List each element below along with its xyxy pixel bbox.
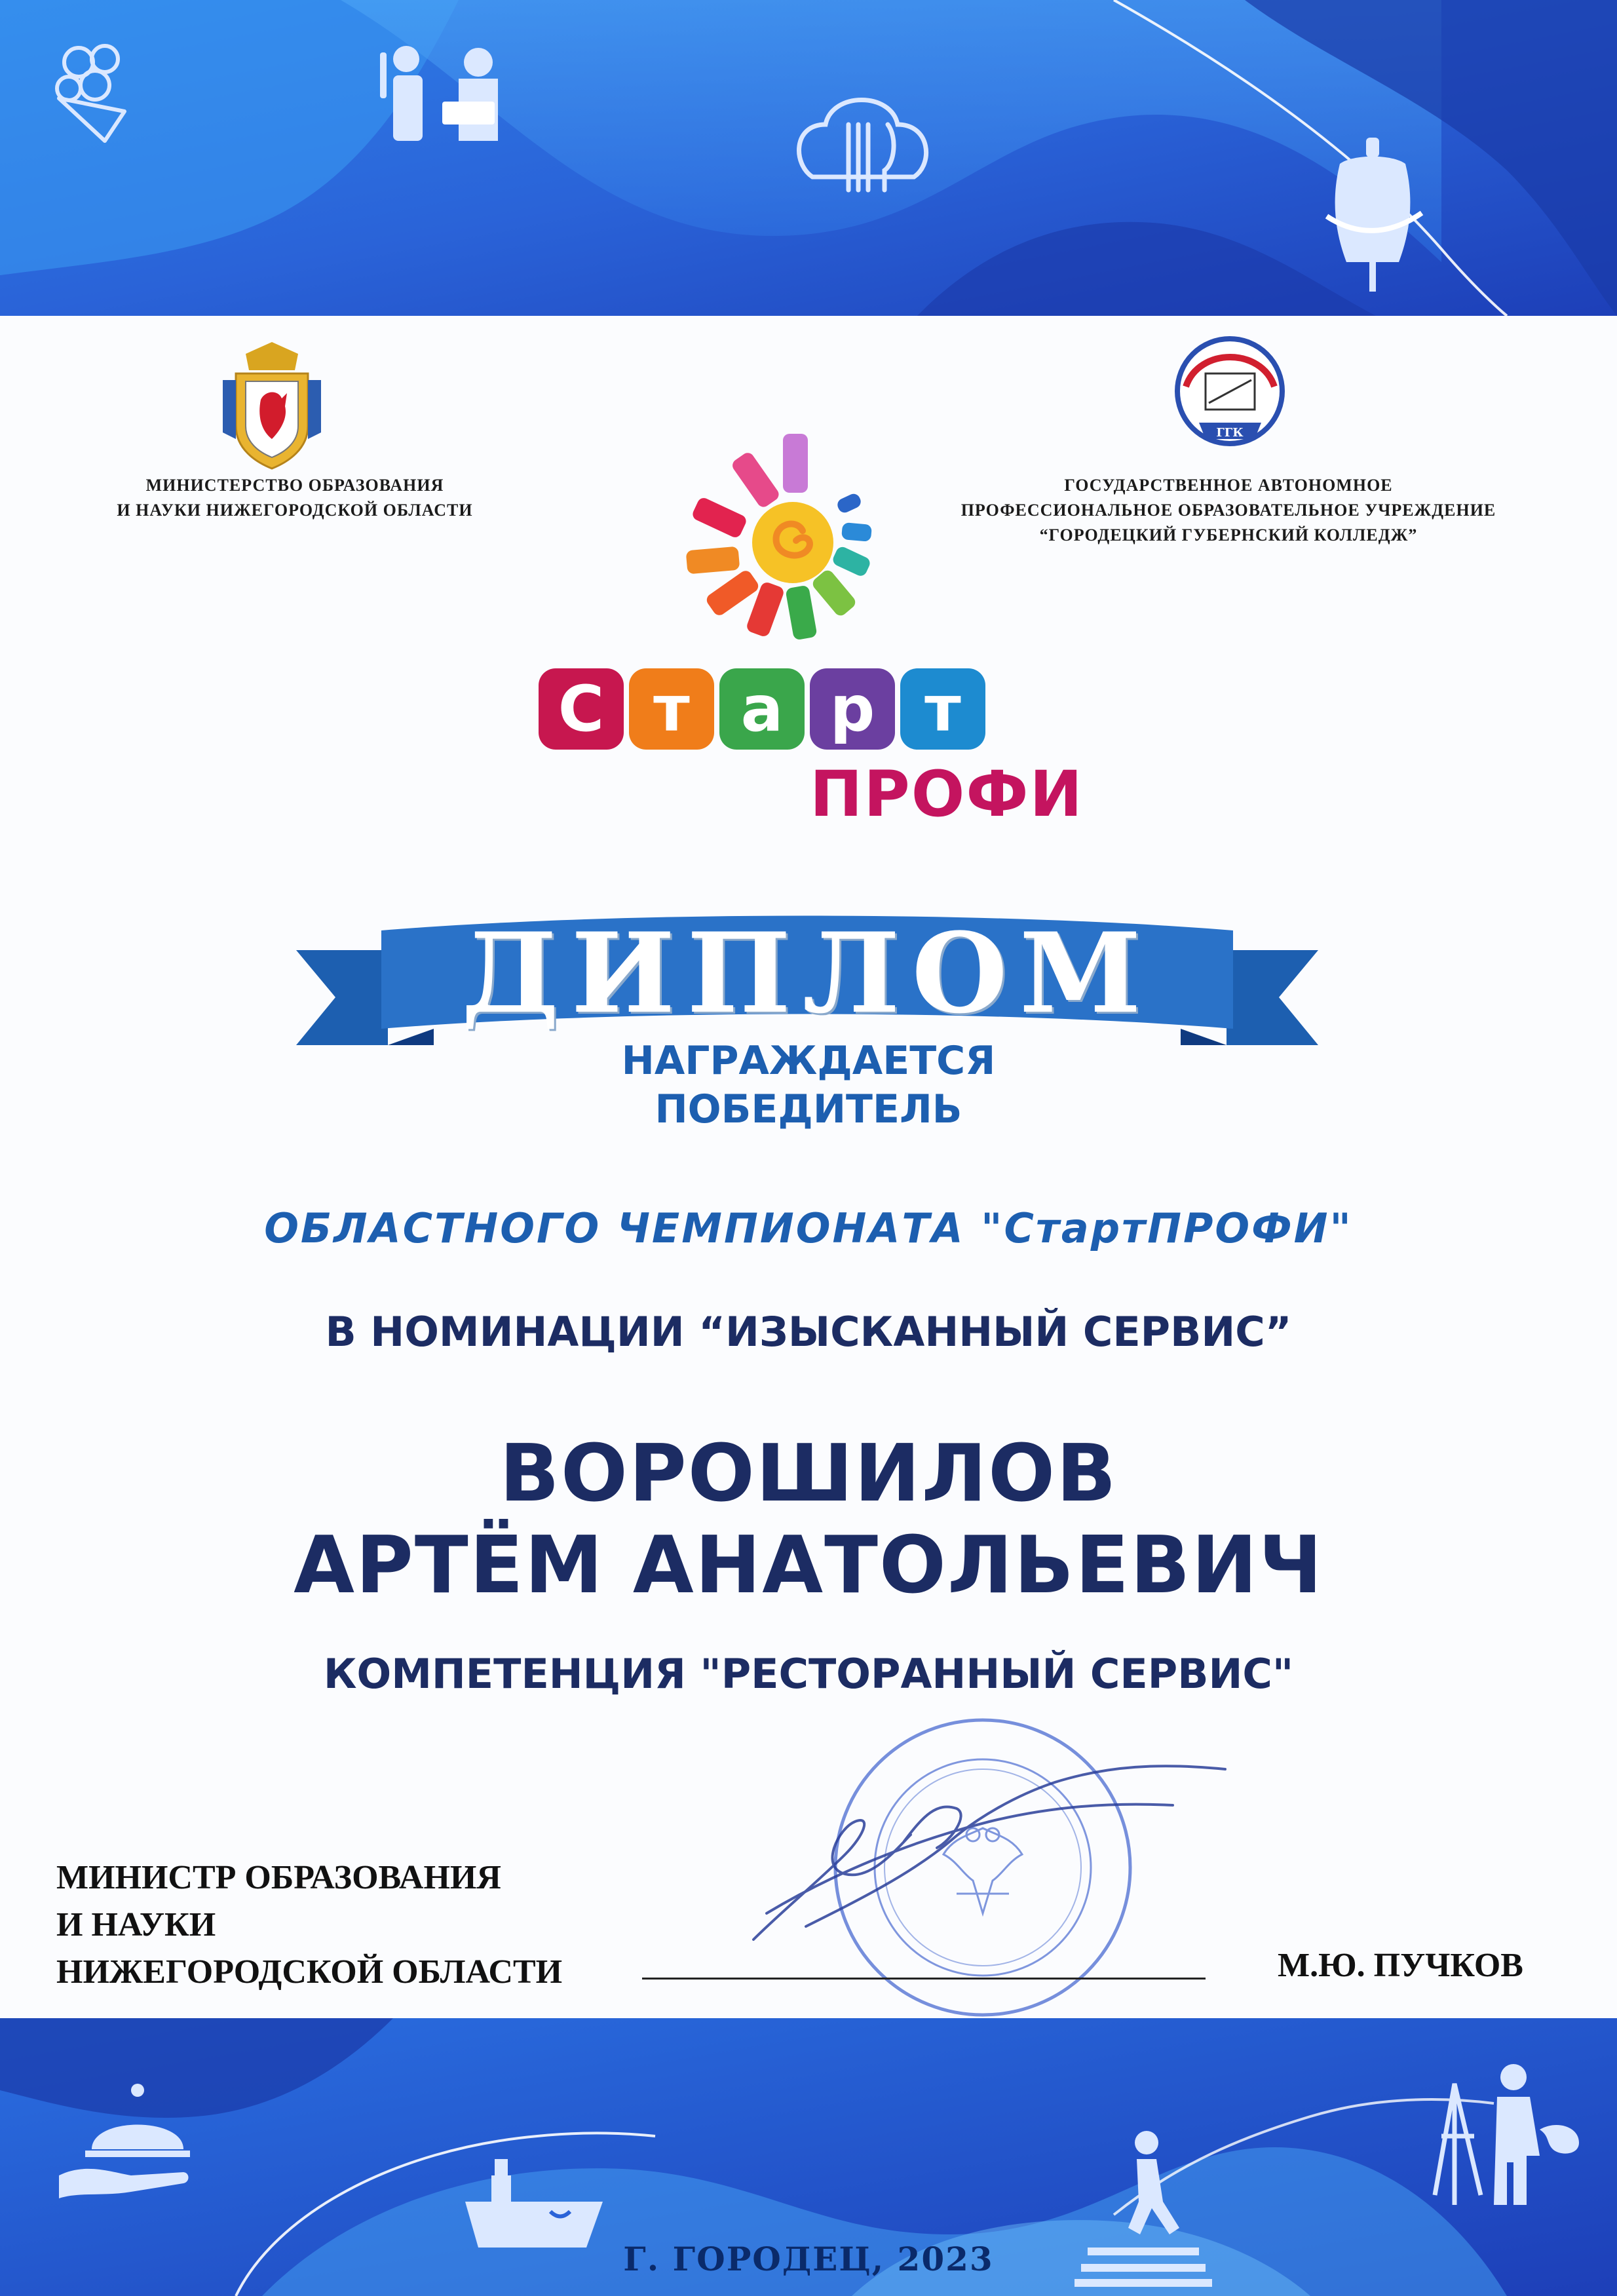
college-line-2: ПРОФЕССИОНАЛЬНОЕ ОБРАЗОВАТЕЛЬНОЕ УЧРЕЖДЕНИЕ bbox=[961, 501, 1496, 520]
minister-title-line-3: НИЖЕГОРОДСКОЙ ОБЛАСТИ bbox=[56, 1953, 563, 1991]
signature-line bbox=[642, 1978, 1206, 1980]
guide-tourists-icon bbox=[367, 39, 524, 151]
minister-title-line-2: И НАУКИ bbox=[56, 1906, 216, 1943]
handwritten-signature bbox=[740, 1743, 1238, 1959]
competence-text: КОМПЕТЕНЦИЯ "РЕСТОРАННЫЙ СЕРВИС" bbox=[323, 1650, 1294, 1698]
start-tile-5: т bbox=[900, 668, 985, 750]
city-year: Г. ГОРОДЕЦ, 2023 bbox=[623, 2240, 994, 2278]
ministry-line-1: МИНИСТЕРСТВО ОБРАЗОВАНИЯ bbox=[145, 476, 444, 495]
cloche-hand-icon bbox=[52, 2077, 197, 2202]
start-tile-4: р bbox=[810, 668, 895, 750]
minister-title bbox=[56, 1854, 562, 1996]
startprofi-sun-icon bbox=[681, 426, 904, 649]
start-logo-word bbox=[539, 668, 985, 747]
championship-text: ОБЛАСТНОГО ЧЕМПИОНАТА "СтартПРОФИ" bbox=[264, 1204, 1353, 1252]
mannequin-icon bbox=[1317, 138, 1428, 295]
start-tile-1: С bbox=[539, 668, 624, 750]
winner-given-names: АРТЁМ АНАТОЛЬЕВИЧ bbox=[294, 1520, 1323, 1611]
college-line-3: “ГОРОДЕЦКИЙ ГУБЕРНСКИЙ КОЛЛЕДЖ” bbox=[1039, 526, 1418, 545]
winner-surname: ВОРОШИЛОВ bbox=[499, 1428, 1118, 1520]
ministry-name bbox=[72, 473, 518, 523]
start-tile-3: а bbox=[719, 668, 805, 750]
college-line-1: ГОСУДАРСТВЕННОЕ АВТОНОМНОЕ bbox=[1064, 476, 1393, 495]
start-tile-2: т bbox=[629, 668, 714, 750]
signer-name: М.Ю. ПУЧКОВ bbox=[1278, 1947, 1523, 1984]
college-logo bbox=[1173, 334, 1287, 449]
profi-logo-word: ПРОФИ bbox=[810, 757, 1084, 831]
college-logo-text: ГГК bbox=[1216, 426, 1244, 440]
diploma-title: ДИПЛОМ bbox=[461, 908, 1153, 1038]
minister-title-line-1: МИНИСТР ОБРАЗОВАНИЯ bbox=[56, 1859, 501, 1896]
awarded-line-2: ПОБЕДИТЕЛЬ bbox=[655, 1086, 962, 1132]
painter-easel-icon bbox=[1428, 2057, 1586, 2208]
ministry-line-2: И НАУКИ НИЖЕГОРОДСКОЙ ОБЛАСТИ bbox=[117, 501, 473, 520]
college-name bbox=[917, 473, 1540, 548]
awarded-text bbox=[0, 1037, 1617, 1134]
winner-name bbox=[0, 1428, 1617, 1612]
regional-coat-of-arms bbox=[216, 341, 328, 472]
awarded-line-1: НАГРАЖДАЕТСЯ bbox=[621, 1038, 996, 1084]
nomination-text: В НОМИНАЦИИ “ИЗЫСКАННЫЙ СЕРВИС” bbox=[325, 1308, 1292, 1356]
chef-hat-cutlery-icon bbox=[786, 79, 943, 203]
top-banner bbox=[0, 0, 1617, 316]
bouquet-icon bbox=[33, 26, 144, 151]
